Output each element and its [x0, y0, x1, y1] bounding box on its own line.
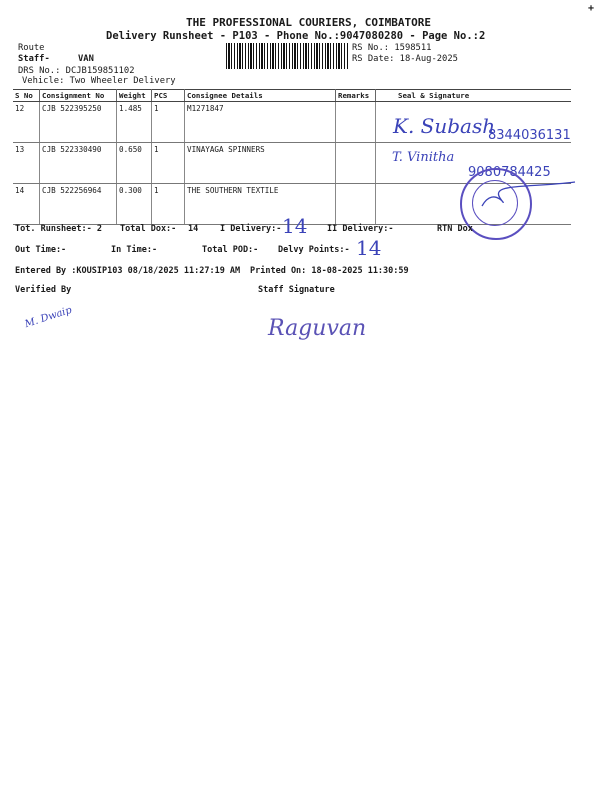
- row-weight: 1.485: [117, 102, 152, 143]
- phone-row-13: 9080784425: [468, 165, 551, 180]
- col-seal-signature: Seal & Signature: [376, 90, 572, 102]
- row-weight: 0.300: [117, 184, 152, 225]
- staff-label: Staff-: [18, 54, 50, 64]
- entered-by: Entered By :KOUSIP103 08/18/2025 11:27:19 AM: [15, 266, 241, 276]
- drs-number: DRS No.: DCJB159851102: [18, 66, 135, 76]
- col-consignment: Consignment No: [40, 90, 117, 102]
- col-weight: Weight: [117, 90, 152, 102]
- route-label: Route: [18, 43, 45, 53]
- row-pcs: 1: [152, 184, 185, 225]
- staff-name: VAN: [78, 54, 94, 64]
- verifier-signature: M. Dwaip: [23, 304, 74, 331]
- delvy-points-label: Delvy Points:-: [278, 245, 350, 255]
- delvy-points-handwritten: 14: [356, 236, 382, 260]
- row-consignment: CJB 522395250: [40, 102, 117, 143]
- tot-runsheet: Tot. Runsheet:- 2: [15, 224, 102, 234]
- in-time-label: In Time:-: [111, 245, 158, 255]
- out-time-label: Out Time:-: [15, 245, 67, 255]
- row-sno: 12: [13, 102, 40, 143]
- barcode-image: [226, 43, 348, 69]
- total-pod-label: Total POD:-: [202, 245, 259, 255]
- row-remarks: [336, 102, 376, 143]
- corner-mark-icon: +: [588, 3, 595, 14]
- row-remarks: [336, 184, 376, 225]
- rs-date: RS Date: 18-Aug-2025: [352, 54, 458, 64]
- row-consignee: M1271847: [185, 102, 336, 143]
- i-delivery-handwritten: 14: [282, 214, 308, 238]
- col-sno: S No: [13, 90, 40, 102]
- row-weight: 0.650: [117, 143, 152, 184]
- runsheet-subtitle: Delivery Runsheet - P103 - Phone No.:9047080280 - Page No.:2: [106, 30, 486, 42]
- ii-delivery-label: II Delivery:-: [327, 224, 394, 234]
- row-remarks: [336, 143, 376, 184]
- row-pcs: 1: [152, 143, 185, 184]
- table-header-row: [13, 90, 571, 102]
- row-sno: 13: [13, 143, 40, 184]
- row-pcs: 1: [152, 102, 185, 143]
- stamp-signature-scribble: [470, 178, 580, 218]
- i-delivery-label: I Delivery:-: [220, 224, 282, 234]
- phone-row-12: 8344036131: [488, 128, 571, 143]
- staff-signature-label: Staff Signature: [258, 285, 335, 295]
- row-consignment: CJB 522256964: [40, 184, 117, 225]
- signature-row-13: T. Vinitha: [392, 150, 455, 165]
- staff-signature: Raguvan: [268, 316, 367, 341]
- vehicle-type: Vehicle: Two Wheeler Delivery: [22, 76, 176, 86]
- row-consignee: VINAYAGA SPINNERS: [185, 143, 336, 184]
- total-dox-label: Total Dox:-: [120, 224, 177, 234]
- row-sno: 14: [13, 184, 40, 225]
- signature-row-12: K. Subash: [393, 114, 496, 138]
- rtn-dox-label: RTN Dox: [437, 224, 473, 234]
- col-remarks: Remarks: [336, 90, 376, 102]
- row-consignee: THE SOUTHERN TEXTILE: [185, 184, 336, 225]
- rs-number: RS No.: 1598511: [352, 43, 432, 53]
- total-dox-value: 14: [188, 224, 199, 234]
- col-pcs: PCS: [152, 90, 185, 102]
- col-consignee: Consignee Details: [185, 90, 336, 102]
- row-consignment: CJB 522330490: [40, 143, 117, 184]
- company-title: THE PROFESSIONAL COURIERS, COIMBATORE: [186, 16, 432, 29]
- printed-on: Printed On: 18-08-2025 11:30:59: [250, 266, 409, 276]
- verified-by-label: Verified By: [15, 285, 72, 295]
